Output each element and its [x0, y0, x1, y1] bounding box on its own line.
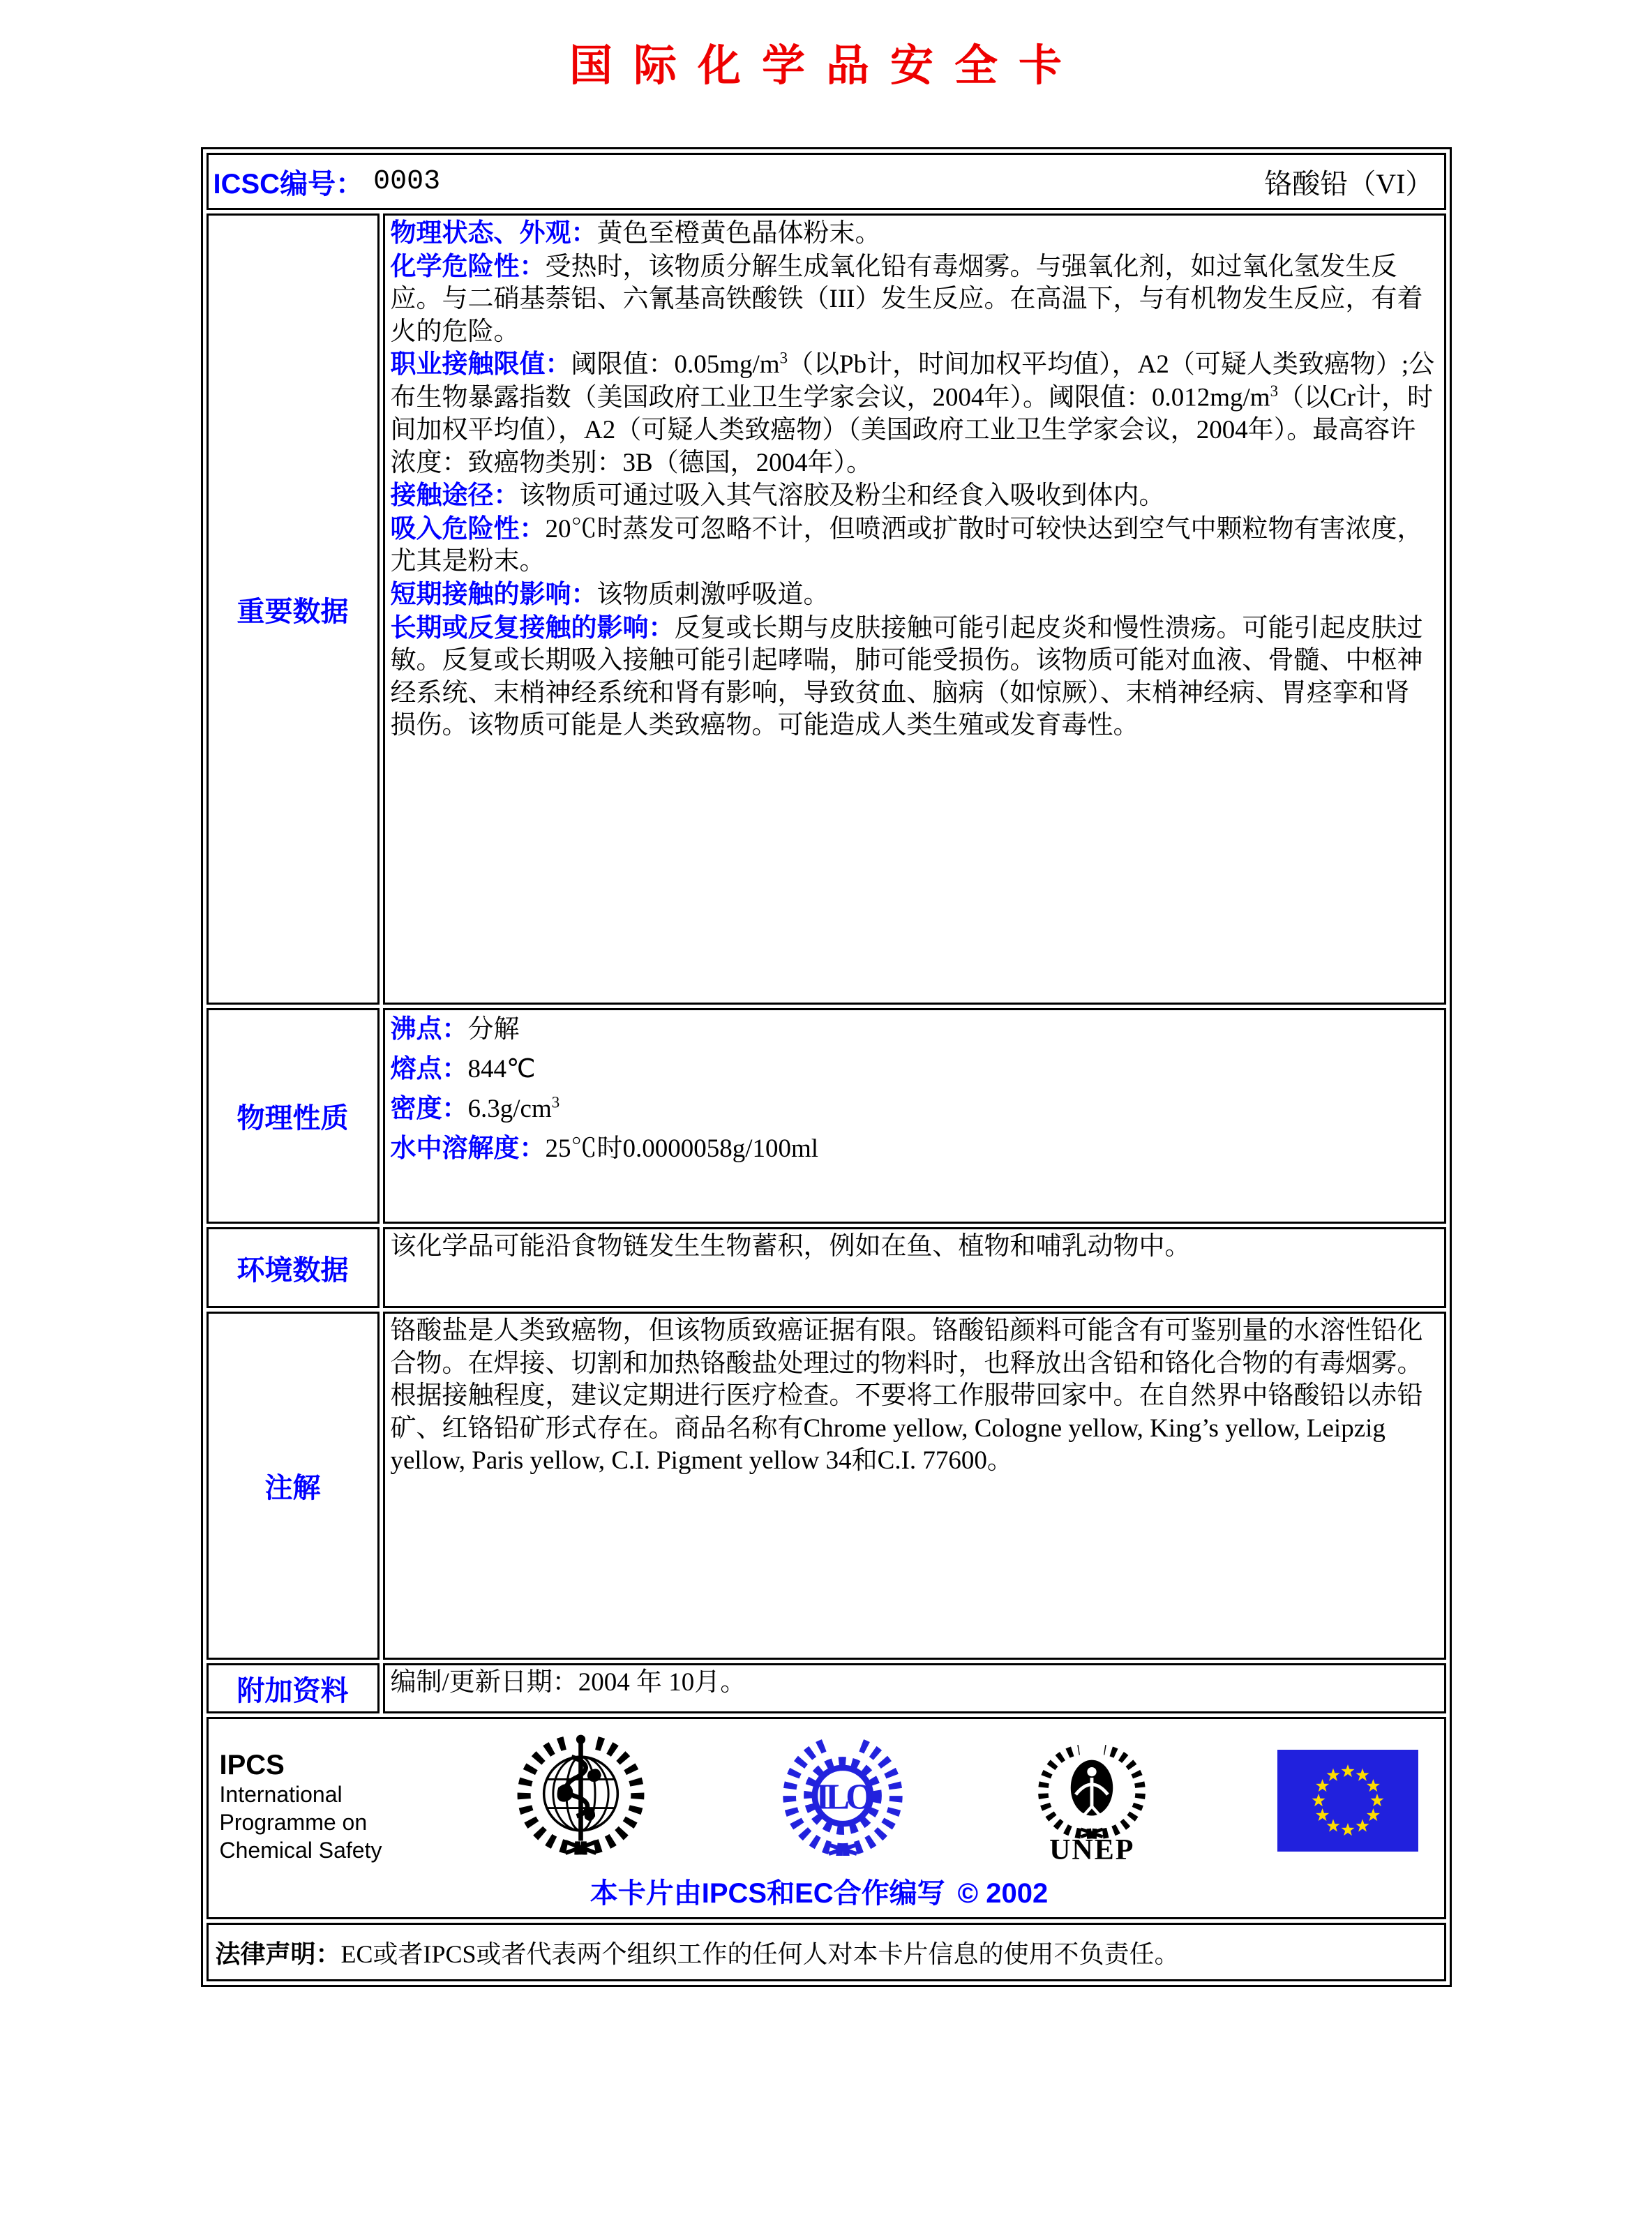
text-line: 编制/更新日期：2004 年 10月。 [390, 1668, 746, 1697]
copyright-text: © 2002 [957, 1878, 1049, 1909]
unep-logo-block [1037, 1737, 1147, 1867]
footer-cell [206, 1717, 1446, 1919]
section-content-physical-properties [383, 1008, 1446, 1224]
text-line: 长期或反复接触的影响：反复或长期与皮肤接触可能引起皮炎和慢性溃疡。可能引起皮肤过敏。反复或长期吸入接触可能引起哮喘，肺可能受损伤。该物质可能对血液、骨髓、中枢神经系统、末梢神经系统和肾有影响，导致贫血、脑病（如惊厥）、末梢神经病、胃痉挛和肾损伤。该物质可能是人类致癌物。可能造成人类生殖或发育毒性。 [390, 613, 1423, 740]
ipcs-subtitle-line1: International [219, 1782, 343, 1807]
unep-logo-icon [1037, 1737, 1147, 1842]
section-content-additional-information [383, 1663, 1446, 1713]
section-label-notes: 注解 [206, 1312, 380, 1660]
section-content-notes [383, 1312, 1446, 1660]
legal-text: EC或者IPCS或者代表两个组织工作的任何人对本卡片信息的使用不负责任。 [340, 1939, 1180, 1968]
text-line: 水中溶解度：25℃时0.0000058g/100ml [390, 1133, 819, 1163]
credit-line [220, 1871, 1419, 1911]
text-line: 接触途径：该物质可通过吸入其气溶胶及粉尘和经食入吸收到体内。 [390, 481, 1165, 511]
section-row-notes [206, 1312, 1446, 1660]
section-label-important-data: 重要数据 [206, 213, 380, 1005]
text-line: 沸点：分解 [390, 1014, 520, 1044]
section-row-important-data [206, 213, 1446, 1005]
page-title: 国际化学品安全卡 [569, 43, 1083, 90]
chemical-name: 铬酸铅（VI） [1264, 167, 1434, 200]
ipcs-text-block [220, 1750, 382, 1864]
text-line: 物理状态、外观：黄色至橙黄色晶体粉末。 [390, 218, 881, 248]
section-label-additional-information: 附加资料 [206, 1663, 380, 1713]
text-line: 该化学品可能沿食物链发生生物蓄积，例如在鱼、植物和哺乳动物中。 [390, 1232, 1191, 1261]
section-content-environmental-data [383, 1227, 1446, 1308]
text-line: 熔点：844℃ [390, 1053, 536, 1083]
ipcs-title: IPCS [219, 1750, 285, 1780]
icsc-card-table [201, 147, 1452, 1987]
icsc-number-value: 0003 [373, 165, 441, 197]
section-label-physical-properties: 物理性质 [206, 1008, 380, 1224]
ipcs-subtitle-line2: Programme on [219, 1810, 368, 1835]
eu-flag-icon [1277, 1750, 1418, 1852]
section-content-important-data [383, 213, 1446, 1005]
credit-text: 本卡片由IPCS和EC合作编写 [590, 1878, 945, 1909]
text-line: 化学危险性：受热时，该物质分解生成氧化铅有毒烟雾。与强氧化剂，如过氧化氢发生反应。与二硝基萘铝、六氰基高铁酸铁（III）发生反应。在高温下，与有机物发生反应，有着火的危险。 [390, 251, 1423, 346]
legal-cell [206, 1923, 1446, 1981]
legal-label: 法律声明： [215, 1939, 341, 1968]
text-line: 职业接触限值：阈限值：$0.05mg/m^3$（以Pb计，时间加权平均值），A2（可疑人类致癌物）;公布生物暴露指数（美国政府工业卫生学家会议，2004年）。阈限值：$0.012mg/m^3$（以Cr计，时间加权平均值），A2（可疑人类致癌物）（美国政府工业卫生学家会议，2004年）。最高容许浓度：致癌物类别：3B（德国，2004年）。 [390, 350, 1435, 477]
text-line: 吸入危险性：20℃时蒸发可忽略不计，但喷洒或扩散时可较快达到空气中颗粒物有害浓度，尤其是粉末。 [390, 513, 1423, 576]
who-logo-icon [513, 1730, 649, 1857]
section-row-physical-properties [206, 1008, 1446, 1224]
icsc-number-label: ICSC编号： [213, 168, 364, 200]
text-line: 铬酸盐是人类致癌物，但该物质致癌证据有限。铬酸铅颜料可能含有可鉴别量的水溶性铅化合物。在焊接、切割和加热铬酸盐处理过的物料时，也释放出含铅和铬化合物的有毒烟雾。根据接触程度，建议定期进行医疗检查。不要将工作服带回家中。在自然界中铬酸铅以赤铅矿、红铬铅矿形式存在。商品名称有Chrome yellow, Cologne yellow, King’s yellow, Leipzig yellow, Paris yellow, C.I. Pigment yellow 34和C.I. 77600。 [390, 1316, 1423, 1476]
section-row-additional-information [206, 1663, 1446, 1713]
ilo-logo-icon [779, 1736, 906, 1856]
text-line: 密度：$6.3g/cm^3$ [390, 1093, 560, 1123]
section-row-environmental-data [206, 1227, 1446, 1308]
header-row [206, 153, 1446, 210]
header-cell [206, 153, 1446, 210]
section-label-environmental-data: 环境数据 [206, 1227, 380, 1308]
ipcs-subtitle-line3: Chemical Safety [219, 1838, 382, 1863]
unep-label: UNEP [1049, 1834, 1135, 1866]
svg-text:ILO: ILO [816, 1777, 870, 1817]
text-line: 短期接触的影响：该物质刺激呼吸道。 [390, 580, 829, 610]
legal-row [206, 1923, 1446, 1981]
footer-row [206, 1717, 1446, 1919]
